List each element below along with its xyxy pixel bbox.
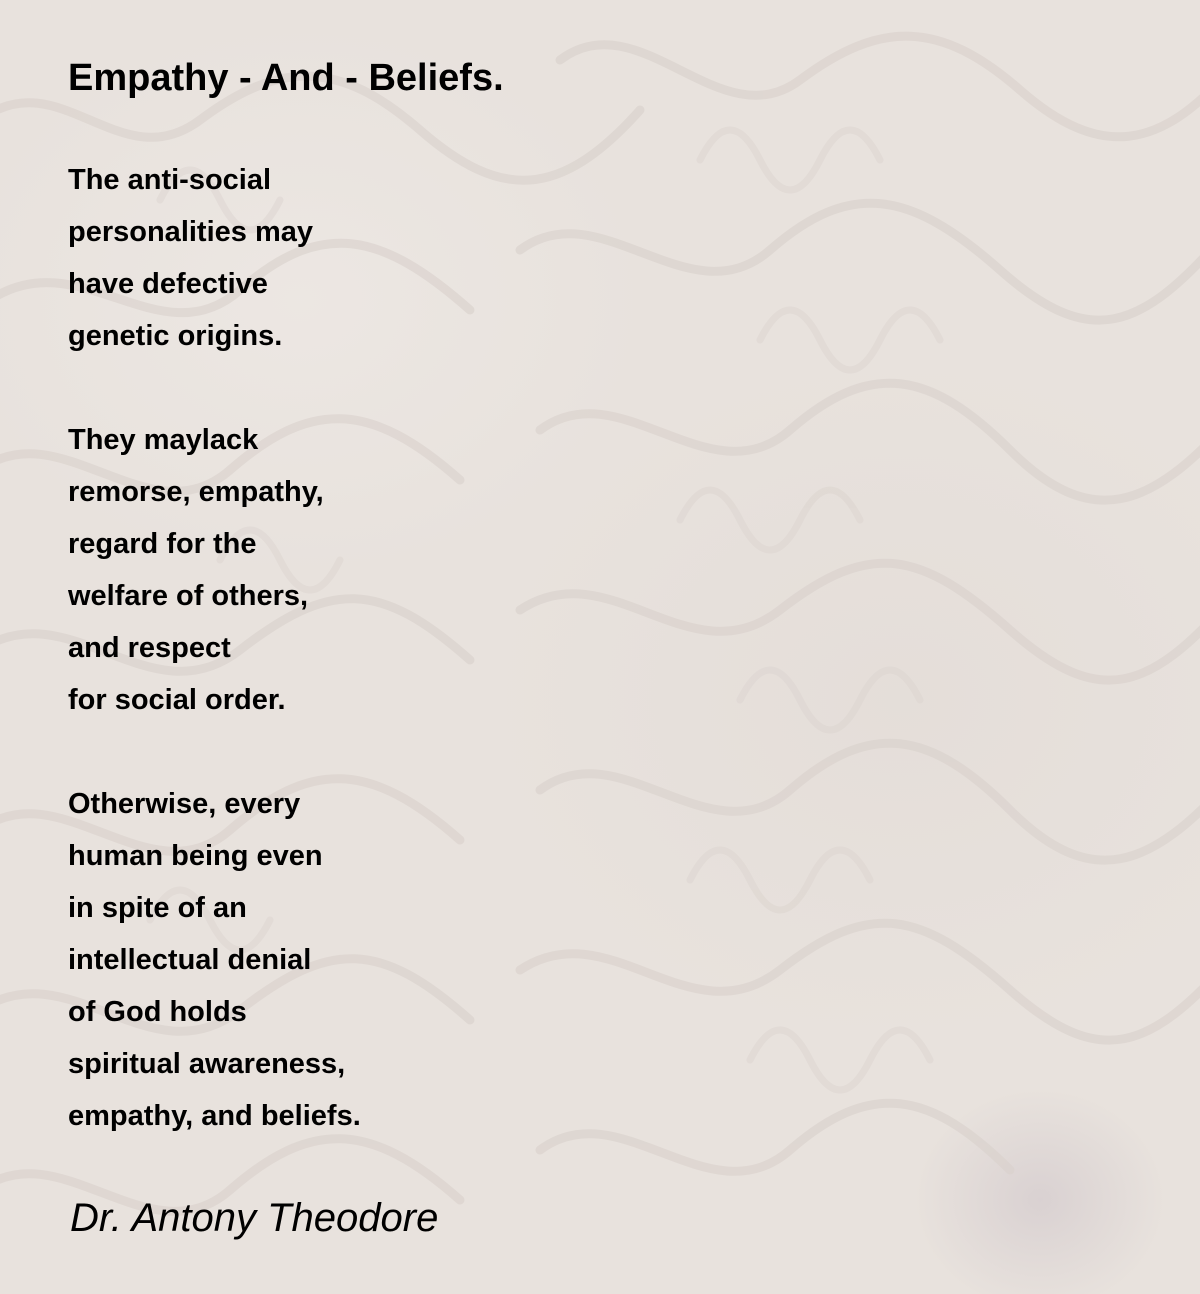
poem-line: genetic origins.: [68, 320, 283, 352]
poem-body: [68, 154, 361, 1194]
poem-line: of God holds: [68, 996, 247, 1028]
stanza-1: [68, 154, 361, 362]
poem-line: empathy, and beliefs.: [68, 1100, 361, 1132]
poem-line: The anti-social: [68, 164, 272, 196]
poem-title: Empathy - And - Beliefs.: [68, 57, 504, 99]
poem-line: for social order.: [68, 684, 286, 716]
stanza-2: [68, 414, 361, 726]
poem-line: Otherwise, every: [68, 788, 301, 820]
poem-author: Dr. Antony Theodore: [70, 1196, 439, 1240]
poem-line: regard for the: [68, 528, 257, 560]
poem-line: in spite of an: [68, 892, 247, 924]
poem-line: personalities may: [68, 216, 313, 248]
poem-line: spiritual awareness,: [68, 1048, 346, 1080]
poem-line: welfare of others,: [68, 580, 309, 612]
poem-line: and respect: [68, 632, 231, 664]
poem-line: intellectual denial: [68, 944, 312, 976]
poem-line: They maylack: [68, 424, 259, 456]
poem-line: remorse, empathy,: [68, 476, 324, 508]
stanza-3: [68, 778, 361, 1142]
poem-line: have defective: [68, 268, 268, 300]
poem-line: human being even: [68, 840, 323, 872]
